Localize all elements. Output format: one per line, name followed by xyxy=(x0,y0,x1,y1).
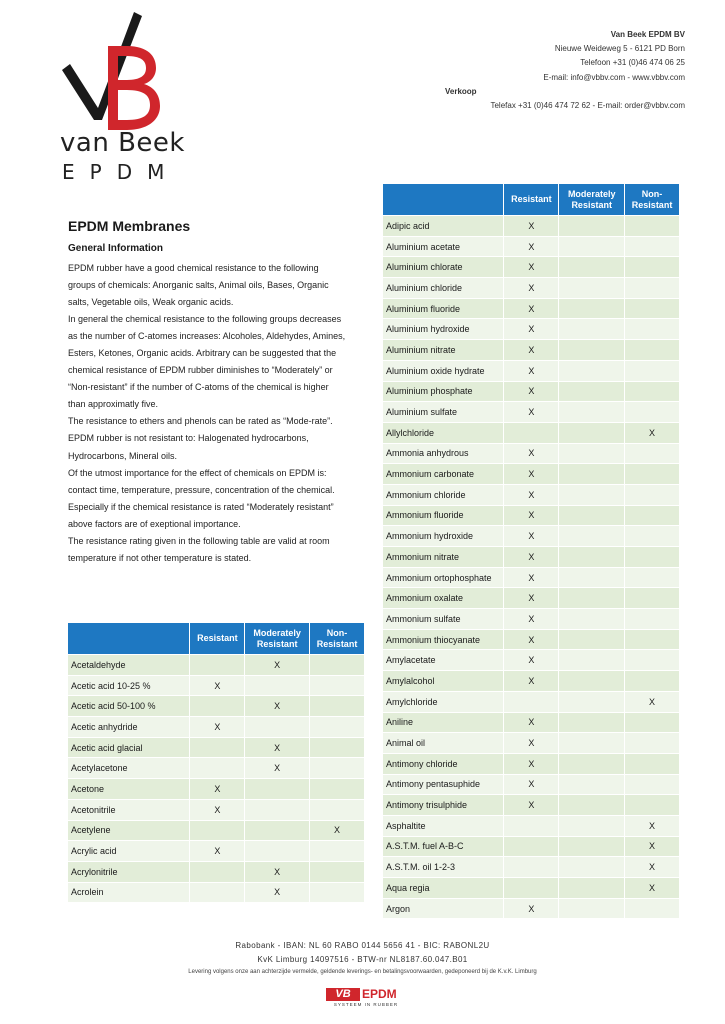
footer-terms: Levering volgens onze aan achterzijde vermelde, geldende leverings- en betalingsvoorwaarden, gedeponeerd bij de K.v.K. Limburg xyxy=(188,969,537,975)
chemical-name: Aniline xyxy=(383,712,504,733)
rating-resistant-cell xyxy=(190,882,245,903)
footer-logo xyxy=(326,984,406,1010)
intro-paragraph: Of the utmost importance for the effect of chemicals on EPDM is: contact time, temperature, pressure, concentration of the chemical. xyxy=(68,467,335,495)
rating-non-cell xyxy=(310,799,365,820)
rating-moderately-cell xyxy=(559,319,625,340)
rating-moderately-cell xyxy=(559,733,625,754)
rating-resistant-cell: X xyxy=(504,753,559,774)
chemical-name: Ammonium hydroxide xyxy=(383,526,504,547)
logo-text-van-beek: van Beek xyxy=(60,128,185,158)
rating-non-cell xyxy=(310,655,365,676)
chemical-name: A.S.T.M. fuel A-B-C xyxy=(383,836,504,857)
rating-non-cell xyxy=(625,753,680,774)
sales-contact: Telefax +31 (0)46 474 72 62 - E-mail: order@vbbv.com xyxy=(490,101,685,111)
rating-moderately-cell xyxy=(559,712,625,733)
table-row xyxy=(68,820,365,841)
rating-moderately-cell xyxy=(559,381,625,402)
chemical-name: Acetylene xyxy=(68,820,190,841)
chemical-name: Acrylic acid xyxy=(68,841,190,862)
rating-non-cell xyxy=(310,779,365,800)
table-row xyxy=(68,779,365,800)
rating-resistant-cell: X xyxy=(504,278,559,299)
rating-moderately-cell xyxy=(559,650,625,671)
company-phone: Telefoon +31 (0)46 474 06 25 xyxy=(580,58,685,68)
rating-resistant-cell: X xyxy=(504,609,559,630)
rating-non-cell xyxy=(625,443,680,464)
table-row xyxy=(383,526,680,547)
footer-bank-info: Rabobank - IBAN: NL 60 RABO 0144 5656 41 - BIC: RABONL2U xyxy=(235,941,490,950)
footer-kvk-info: KvK Limburg 14097516 - BTW-nr NL8187.60.047.B01 xyxy=(257,955,468,964)
header-blank xyxy=(68,623,190,655)
chemical-name: Amylchloride xyxy=(383,691,504,712)
chemical-name: Acetic acid 50-100 % xyxy=(68,696,190,717)
chemical-name: Acrolein xyxy=(68,882,190,903)
table-row xyxy=(383,484,680,505)
table-row xyxy=(383,712,680,733)
rating-non-cell: X xyxy=(625,878,680,899)
rating-non-cell xyxy=(310,696,365,717)
table-row xyxy=(383,588,680,609)
rating-moderately-cell: X xyxy=(245,737,310,758)
rating-moderately-cell xyxy=(559,898,625,919)
rating-resistant-cell: X xyxy=(504,712,559,733)
rating-moderately-cell xyxy=(559,609,625,630)
table-row xyxy=(68,758,365,779)
rating-moderately-cell xyxy=(245,820,310,841)
chemical-name: Ammonia anhydrous xyxy=(383,443,504,464)
chemical-name: Ammonium chloride xyxy=(383,484,504,505)
rating-resistant-cell: X xyxy=(504,795,559,816)
logo-text-epdm: EPDM xyxy=(62,160,180,184)
table-row xyxy=(68,675,365,696)
rating-non-cell xyxy=(625,650,680,671)
rating-resistant-cell: X xyxy=(504,629,559,650)
rating-non-cell xyxy=(625,278,680,299)
resistance-table-right xyxy=(382,183,680,919)
table-row xyxy=(68,717,365,738)
rating-moderately-cell xyxy=(559,547,625,568)
rating-resistant-cell xyxy=(190,820,245,841)
table-row xyxy=(383,381,680,402)
rating-moderately-cell xyxy=(559,691,625,712)
rating-moderately-cell xyxy=(559,857,625,878)
chemical-name: Acetone xyxy=(68,779,190,800)
intro-text xyxy=(68,260,346,567)
rating-moderately-cell xyxy=(559,278,625,299)
table-row xyxy=(383,360,680,381)
chemical-name: Aqua regia xyxy=(383,878,504,899)
resistance-table-left xyxy=(67,622,365,903)
table-row xyxy=(383,878,680,899)
chemical-name: Aluminium sulfate xyxy=(383,402,504,423)
rating-resistant-cell: X xyxy=(504,340,559,361)
rating-non-cell xyxy=(310,861,365,882)
rating-non-cell xyxy=(310,758,365,779)
table-row xyxy=(383,505,680,526)
rating-moderately-cell xyxy=(559,795,625,816)
page-title: EPDM Membranes xyxy=(68,218,191,234)
chemical-name: Acetic acid 10-25 % xyxy=(68,675,190,696)
rating-moderately-cell xyxy=(559,216,625,237)
rating-resistant-cell: X xyxy=(190,717,245,738)
chemical-name: Ammonium nitrate xyxy=(383,547,504,568)
intro-paragraph: Especially if the chemical resistance is rated “Moderately resistant” above factors are of exeptional importance. xyxy=(68,501,334,529)
rating-resistant-cell xyxy=(504,422,559,443)
rating-non-cell: X xyxy=(625,836,680,857)
rating-moderately-cell: X xyxy=(245,861,310,882)
rating-non-cell xyxy=(310,841,365,862)
table-row xyxy=(383,567,680,588)
table-row xyxy=(383,774,680,795)
rating-non-cell xyxy=(625,236,680,257)
rating-moderately-cell xyxy=(559,422,625,443)
table-row xyxy=(383,443,680,464)
rating-moderately-cell xyxy=(559,753,625,774)
rating-resistant-cell: X xyxy=(504,526,559,547)
table-row xyxy=(383,402,680,423)
rating-resistant-cell: X xyxy=(504,733,559,754)
table-row xyxy=(383,236,680,257)
rating-resistant-cell xyxy=(504,691,559,712)
header-resistant: Resistant xyxy=(504,184,559,216)
footer-logo-tagline: SYSTEEM IN RUBBER xyxy=(333,1002,399,1007)
rating-moderately-cell: X xyxy=(245,696,310,717)
rating-non-cell xyxy=(625,257,680,278)
chemical-name: Acetonitrile xyxy=(68,799,190,820)
rating-moderately-cell xyxy=(559,484,625,505)
table-row xyxy=(383,795,680,816)
table-row xyxy=(68,841,365,862)
rating-moderately-cell: X xyxy=(245,655,310,676)
rating-non-cell xyxy=(625,567,680,588)
header-resistant: Resistant xyxy=(190,623,245,655)
rating-moderately-cell xyxy=(559,815,625,836)
rating-resistant-cell: X xyxy=(504,567,559,588)
rating-resistant-cell: X xyxy=(504,298,559,319)
rating-resistant-cell: X xyxy=(504,588,559,609)
rating-resistant-cell: X xyxy=(504,381,559,402)
rating-non-cell xyxy=(625,464,680,485)
rating-non-cell: X xyxy=(625,691,680,712)
chemical-name: Argon xyxy=(383,898,504,919)
rating-resistant-cell: X xyxy=(190,841,245,862)
table-row xyxy=(68,737,365,758)
rating-moderately-cell xyxy=(559,526,625,547)
rating-moderately-cell xyxy=(559,464,625,485)
table-row xyxy=(383,857,680,878)
rating-resistant-cell xyxy=(190,655,245,676)
chemical-name: Acetaldehyde xyxy=(68,655,190,676)
chemical-name: Acetylacetone xyxy=(68,758,190,779)
table-row xyxy=(68,799,365,820)
rating-resistant-cell: X xyxy=(190,675,245,696)
chemical-name: Ammonium thiocyanate xyxy=(383,629,504,650)
table-row xyxy=(383,733,680,754)
rating-moderately-cell xyxy=(559,836,625,857)
rating-resistant-cell: X xyxy=(504,443,559,464)
rating-non-cell xyxy=(625,671,680,692)
rating-non-cell xyxy=(625,360,680,381)
rating-non-cell xyxy=(625,547,680,568)
table-row xyxy=(383,671,680,692)
rating-non-cell xyxy=(625,774,680,795)
rating-non-cell xyxy=(625,629,680,650)
chemical-name: Ammonium oxalate xyxy=(383,588,504,609)
chemical-name: Antimony pentasuphide xyxy=(383,774,504,795)
chemical-name: Aluminium nitrate xyxy=(383,340,504,361)
chemical-name: Aluminium fluoride xyxy=(383,298,504,319)
header-non-resistant: Non-Resistant xyxy=(625,184,680,216)
chemical-name: Aluminium acetate xyxy=(383,236,504,257)
footer-logo-vb: VB xyxy=(326,988,360,1001)
intro-paragraph: The resistance rating given in the following table are valid at room temperature if not other temperature is stated. xyxy=(68,535,330,563)
rating-resistant-cell: X xyxy=(504,360,559,381)
table-row xyxy=(383,340,680,361)
table-row xyxy=(383,216,680,237)
rating-non-cell xyxy=(625,712,680,733)
rating-moderately-cell xyxy=(559,257,625,278)
rating-resistant-cell: X xyxy=(504,671,559,692)
chemical-name: Antimony trisulphide xyxy=(383,795,504,816)
rating-resistant-cell xyxy=(504,857,559,878)
header-blank xyxy=(383,184,504,216)
rating-resistant-cell: X xyxy=(504,216,559,237)
table-row xyxy=(383,298,680,319)
rating-non-cell: X xyxy=(625,857,680,878)
chemical-name: A.S.T.M. oil 1-2-3 xyxy=(383,857,504,878)
header-non-resistant: Non-Resistant xyxy=(310,623,365,655)
chemical-name: Acrylonitrile xyxy=(68,861,190,882)
rating-moderately-cell xyxy=(559,629,625,650)
rating-non-cell xyxy=(310,737,365,758)
sales-heading: Verkoop xyxy=(445,86,477,96)
table-row xyxy=(383,257,680,278)
rating-non-cell xyxy=(625,526,680,547)
company-info xyxy=(445,28,685,113)
table-row xyxy=(68,861,365,882)
rating-resistant-cell: X xyxy=(190,779,245,800)
table-row xyxy=(383,650,680,671)
chemical-name: Ammonium sulfate xyxy=(383,609,504,630)
table-row xyxy=(383,547,680,568)
rating-resistant-cell: X xyxy=(504,464,559,485)
rating-non-cell xyxy=(625,795,680,816)
rating-non-cell xyxy=(625,381,680,402)
footer-logo-epdm: EPDM xyxy=(362,987,397,1001)
chemical-name: Ammonium ortophosphate xyxy=(383,567,504,588)
rating-moderately-cell xyxy=(245,675,310,696)
rating-resistant-cell: X xyxy=(504,236,559,257)
rating-non-cell xyxy=(625,298,680,319)
chemical-name: Ammonium fluoride xyxy=(383,505,504,526)
rating-moderately-cell xyxy=(245,717,310,738)
rating-resistant-cell: X xyxy=(504,319,559,340)
rating-moderately-cell xyxy=(559,236,625,257)
chemical-name: Aluminium oxide hydrate xyxy=(383,360,504,381)
section-subtitle: General Information xyxy=(68,243,164,254)
rating-non-cell xyxy=(625,484,680,505)
rating-resistant-cell xyxy=(504,878,559,899)
rating-moderately-cell xyxy=(559,588,625,609)
chemical-name: Aluminium phosphate xyxy=(383,381,504,402)
rating-moderately-cell xyxy=(245,841,310,862)
table-row xyxy=(383,278,680,299)
rating-non-cell xyxy=(625,505,680,526)
rating-resistant-cell: X xyxy=(504,547,559,568)
rating-non-cell xyxy=(310,717,365,738)
rating-moderately-cell xyxy=(559,671,625,692)
chemical-name: Amylacetate xyxy=(383,650,504,671)
rating-moderately-cell xyxy=(559,774,625,795)
table-row xyxy=(383,319,680,340)
table-row xyxy=(383,836,680,857)
rating-moderately-cell xyxy=(245,779,310,800)
rating-moderately-cell xyxy=(559,443,625,464)
rating-resistant-cell: X xyxy=(504,402,559,423)
rating-moderately-cell: X xyxy=(245,758,310,779)
rating-resistant-cell xyxy=(190,737,245,758)
table-row xyxy=(68,882,365,903)
chemical-name: Antimony chloride xyxy=(383,753,504,774)
chemical-name: Aluminium chloride xyxy=(383,278,504,299)
rating-moderately-cell xyxy=(245,799,310,820)
table-row xyxy=(383,629,680,650)
rating-resistant-cell xyxy=(190,696,245,717)
rating-moderately-cell xyxy=(559,360,625,381)
rating-resistant-cell xyxy=(190,861,245,882)
company-name: Van Beek EPDM BV xyxy=(610,30,685,39)
rating-resistant-cell: X xyxy=(504,505,559,526)
rating-moderately-cell xyxy=(559,505,625,526)
chemical-name: Aluminium hydroxide xyxy=(383,319,504,340)
rating-resistant-cell: X xyxy=(504,774,559,795)
rating-non-cell xyxy=(310,675,365,696)
chemical-name: Acetic anhydride xyxy=(68,717,190,738)
rating-resistant-cell: X xyxy=(504,898,559,919)
table-row xyxy=(383,898,680,919)
rating-non-cell xyxy=(625,898,680,919)
table-row xyxy=(383,815,680,836)
intro-paragraph: The resistance to ethers and phenols can be rated as “Mode-rate”. xyxy=(68,416,333,427)
rating-moderately-cell xyxy=(559,340,625,361)
rating-non-cell xyxy=(625,319,680,340)
table-row xyxy=(383,464,680,485)
rating-resistant-cell xyxy=(190,758,245,779)
table-row xyxy=(383,422,680,443)
rating-moderately-cell xyxy=(559,298,625,319)
rating-non-cell xyxy=(625,588,680,609)
chemical-name: Asphaltite xyxy=(383,815,504,836)
rating-non-cell: X xyxy=(625,422,680,443)
chemical-name: Allylchloride xyxy=(383,422,504,443)
rating-resistant-cell: X xyxy=(504,484,559,505)
rating-resistant-cell: X xyxy=(504,650,559,671)
rating-moderately-cell: X xyxy=(245,882,310,903)
company-email-web: E-mail: info@vbbv.com - www.vbbv.com xyxy=(543,72,685,82)
chemical-name: Amylalcohol xyxy=(383,671,504,692)
rating-non-cell xyxy=(625,340,680,361)
rating-moderately-cell xyxy=(559,402,625,423)
chemical-name: Adipic acid xyxy=(383,216,504,237)
table-row xyxy=(383,609,680,630)
chemical-name: Animal oil xyxy=(383,733,504,754)
table-row xyxy=(383,691,680,712)
table-row xyxy=(68,655,365,676)
rating-resistant-cell: X xyxy=(504,257,559,278)
table-row xyxy=(68,696,365,717)
rating-non-cell: X xyxy=(310,820,365,841)
rating-non-cell: X xyxy=(625,815,680,836)
rating-non-cell xyxy=(625,402,680,423)
rating-non-cell xyxy=(625,609,680,630)
rating-resistant-cell: X xyxy=(190,799,245,820)
company-address: Nieuwe Weideweg 5 - 6121 PD Born xyxy=(554,44,685,54)
rating-moderately-cell xyxy=(559,878,625,899)
header-moderately: Moderately Resistant xyxy=(559,184,625,216)
intro-paragraph: EPDM rubber have a good chemical resistance to the following groups of chemicals: Anorganic salts, Animal oils, Bases, Organic salts, Vegetable oils, Weak organic acids. xyxy=(68,263,329,308)
header-moderately: Moderately Resistant xyxy=(245,623,310,655)
table-row xyxy=(383,753,680,774)
intro-paragraph: EPDM rubber is not resistant to: Halogenated hydrocarbons, Hydrocarbons, Mineral oils. xyxy=(68,433,309,461)
rating-resistant-cell xyxy=(504,815,559,836)
intro-paragraph: In general the chemical resistance to the following groups decreases as the number of C-atomes increases: Alcoholes, Aldehydes, Amines, Esters, Ketones, Organic acids. Arbitrary can be suggested that the chemical resistance of EPDM rubber diminishes to “Moderately” or “Non-resistant” if the number of C-atoms of the chemical is higher than approximatly five. xyxy=(68,314,346,410)
rating-non-cell xyxy=(625,733,680,754)
rating-non-cell xyxy=(310,882,365,903)
rating-moderately-cell xyxy=(559,567,625,588)
rating-non-cell xyxy=(625,216,680,237)
rating-resistant-cell xyxy=(504,836,559,857)
chemical-name: Ammonium carbonate xyxy=(383,464,504,485)
chemical-name: Aluminium chlorate xyxy=(383,257,504,278)
chemical-name: Acetic acid glacial xyxy=(68,737,190,758)
